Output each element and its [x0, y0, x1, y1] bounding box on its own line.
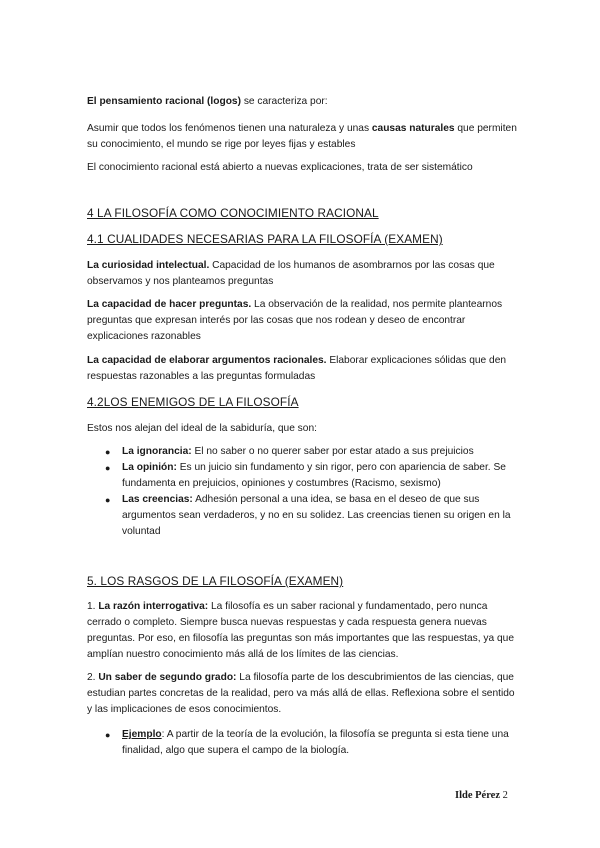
- trait-2-text: La filosofía parte de los descubrimientos de las ciencias, que estudian partes concretas de la realidad, pero va más allá de ellas. Reflexiona sobre el sentido y las implicaciones de esos conocimientos.: [87, 672, 515, 715]
- trait-second-degree: [87, 670, 517, 718]
- quality-questions-text: La observación de la realidad, nos permite plantearnos preguntas que expresan interés por las cosas que nos rodean y deseo de encontrar explicaciones razonables: [87, 299, 503, 342]
- trait-2-number: 2.: [87, 672, 99, 683]
- enemy-beliefs-text: Adhesión personal a una idea, se basa en el deseo de que sus argumentos sean verdaderos, y no en su solidez. Las creencias tienen su origen en la voluntad: [122, 494, 511, 537]
- intro-p2-text-b: que permiten su conocimiento, el mundo se rige por leyes fijas y estables: [87, 123, 517, 150]
- intro-paragraph-2: [87, 121, 517, 153]
- enemy-opinion-bold: La opinión:: [122, 462, 177, 473]
- trait-1-bold: La razón interrogativa:: [98, 601, 209, 612]
- quality-questions-bold: La capacidad de hacer preguntas.: [87, 299, 252, 310]
- quality-curiosity-bold: La curiosidad intelectual.: [87, 260, 210, 271]
- enemy-ignorance: [122, 444, 522, 460]
- enemy-opinion-text: Es un juicio sin fundamento y sin rigor, pero con apariencia de saber. Se fundamenta en prejuicios, opiniones y costumbres (Racismo, sexismo): [122, 462, 506, 489]
- example-label: Ejemplo: [122, 729, 162, 740]
- enemy-ignorance-text: El no saber o no querer saber por estar atado a sus prejuicios: [191, 446, 474, 457]
- enemy-opinion: [122, 460, 522, 492]
- quality-curiosity-text: Capacidad de los humanos de asombrarnos por las cosas que observamos y nos planteamos preguntas: [87, 260, 495, 287]
- intro-bold: El pensamiento racional (logos): [87, 96, 241, 107]
- example-item: [122, 727, 522, 759]
- trait-2-bold: Un saber de segundo grado:: [98, 672, 237, 683]
- intro-p2-text-a: Asumir que todos los fenómenos tienen una naturaleza y unas: [87, 123, 372, 134]
- bullet-icon: ●: [105, 463, 111, 473]
- page-number: 2: [502, 790, 508, 801]
- enemies-intro: Estos nos alejan del ideal de la sabiduría, que son:: [87, 423, 317, 434]
- intro-text: se caracteriza por:: [240, 96, 328, 107]
- enemy-ignorance-bold: La ignorancia:: [122, 446, 192, 457]
- footer-author: Ilde Pérez: [455, 790, 500, 801]
- quality-arguments-text: Elaborar explicaciones sólidas que den respuestas razonables a las preguntas formuladas: [87, 355, 507, 382]
- quality-curiosity: [87, 258, 517, 290]
- trait-interrogative: [87, 599, 517, 663]
- section-4-1-heading: 4.1 CUALIDADES NECESARIAS PARA LA FILOSOFÍA (EXAMEN): [87, 232, 443, 246]
- section-4-2-heading: 4.2LOS ENEMIGOS DE LA FILOSOFÍA: [87, 395, 299, 409]
- trait-1-number: 1.: [87, 601, 99, 612]
- enemy-beliefs-bold: Las creencias:: [122, 494, 193, 505]
- section-4-heading: 4 LA FILOSOFÍA COMO CONOCIMIENTO RACIONAL: [87, 206, 379, 220]
- bullet-icon: ●: [105, 495, 111, 505]
- example-text: : A partir de la teoría de la evolución, la filosofía se pregunta si esta tiene una finalidad, algo que supera el campo de la biología.: [122, 729, 509, 756]
- enemy-beliefs: [122, 492, 522, 540]
- intro-paragraph-3: El conocimiento racional está abierto a nuevas explicaciones, trata de ser sistemático: [87, 162, 473, 173]
- trait-1-text: La filosofía es un saber racional y fundamentado, pero nunca cerrado o completo. Siempre busca nuevas respuestas y cada respuesta genera nuevas preguntas. Por eso, en filosofía las preguntas son más importantes que las respuestas, ya que amplían nuestro conocimiento más allá de los límites de las ciencias.: [87, 601, 514, 660]
- bullet-icon: ●: [105, 447, 111, 457]
- section-5-heading: 5. LOS RASGOS DE LA FILOSOFÍA (EXAMEN): [87, 574, 344, 588]
- intro-p2-bold: causas naturales: [371, 123, 455, 134]
- bullet-icon: ●: [105, 730, 111, 740]
- page-footer: [455, 790, 508, 801]
- intro-paragraph-1: [87, 94, 517, 110]
- quality-questions: [87, 297, 517, 345]
- quality-arguments: [87, 353, 517, 385]
- quality-arguments-bold: La capacidad de elaborar argumentos racionales.: [87, 355, 327, 366]
